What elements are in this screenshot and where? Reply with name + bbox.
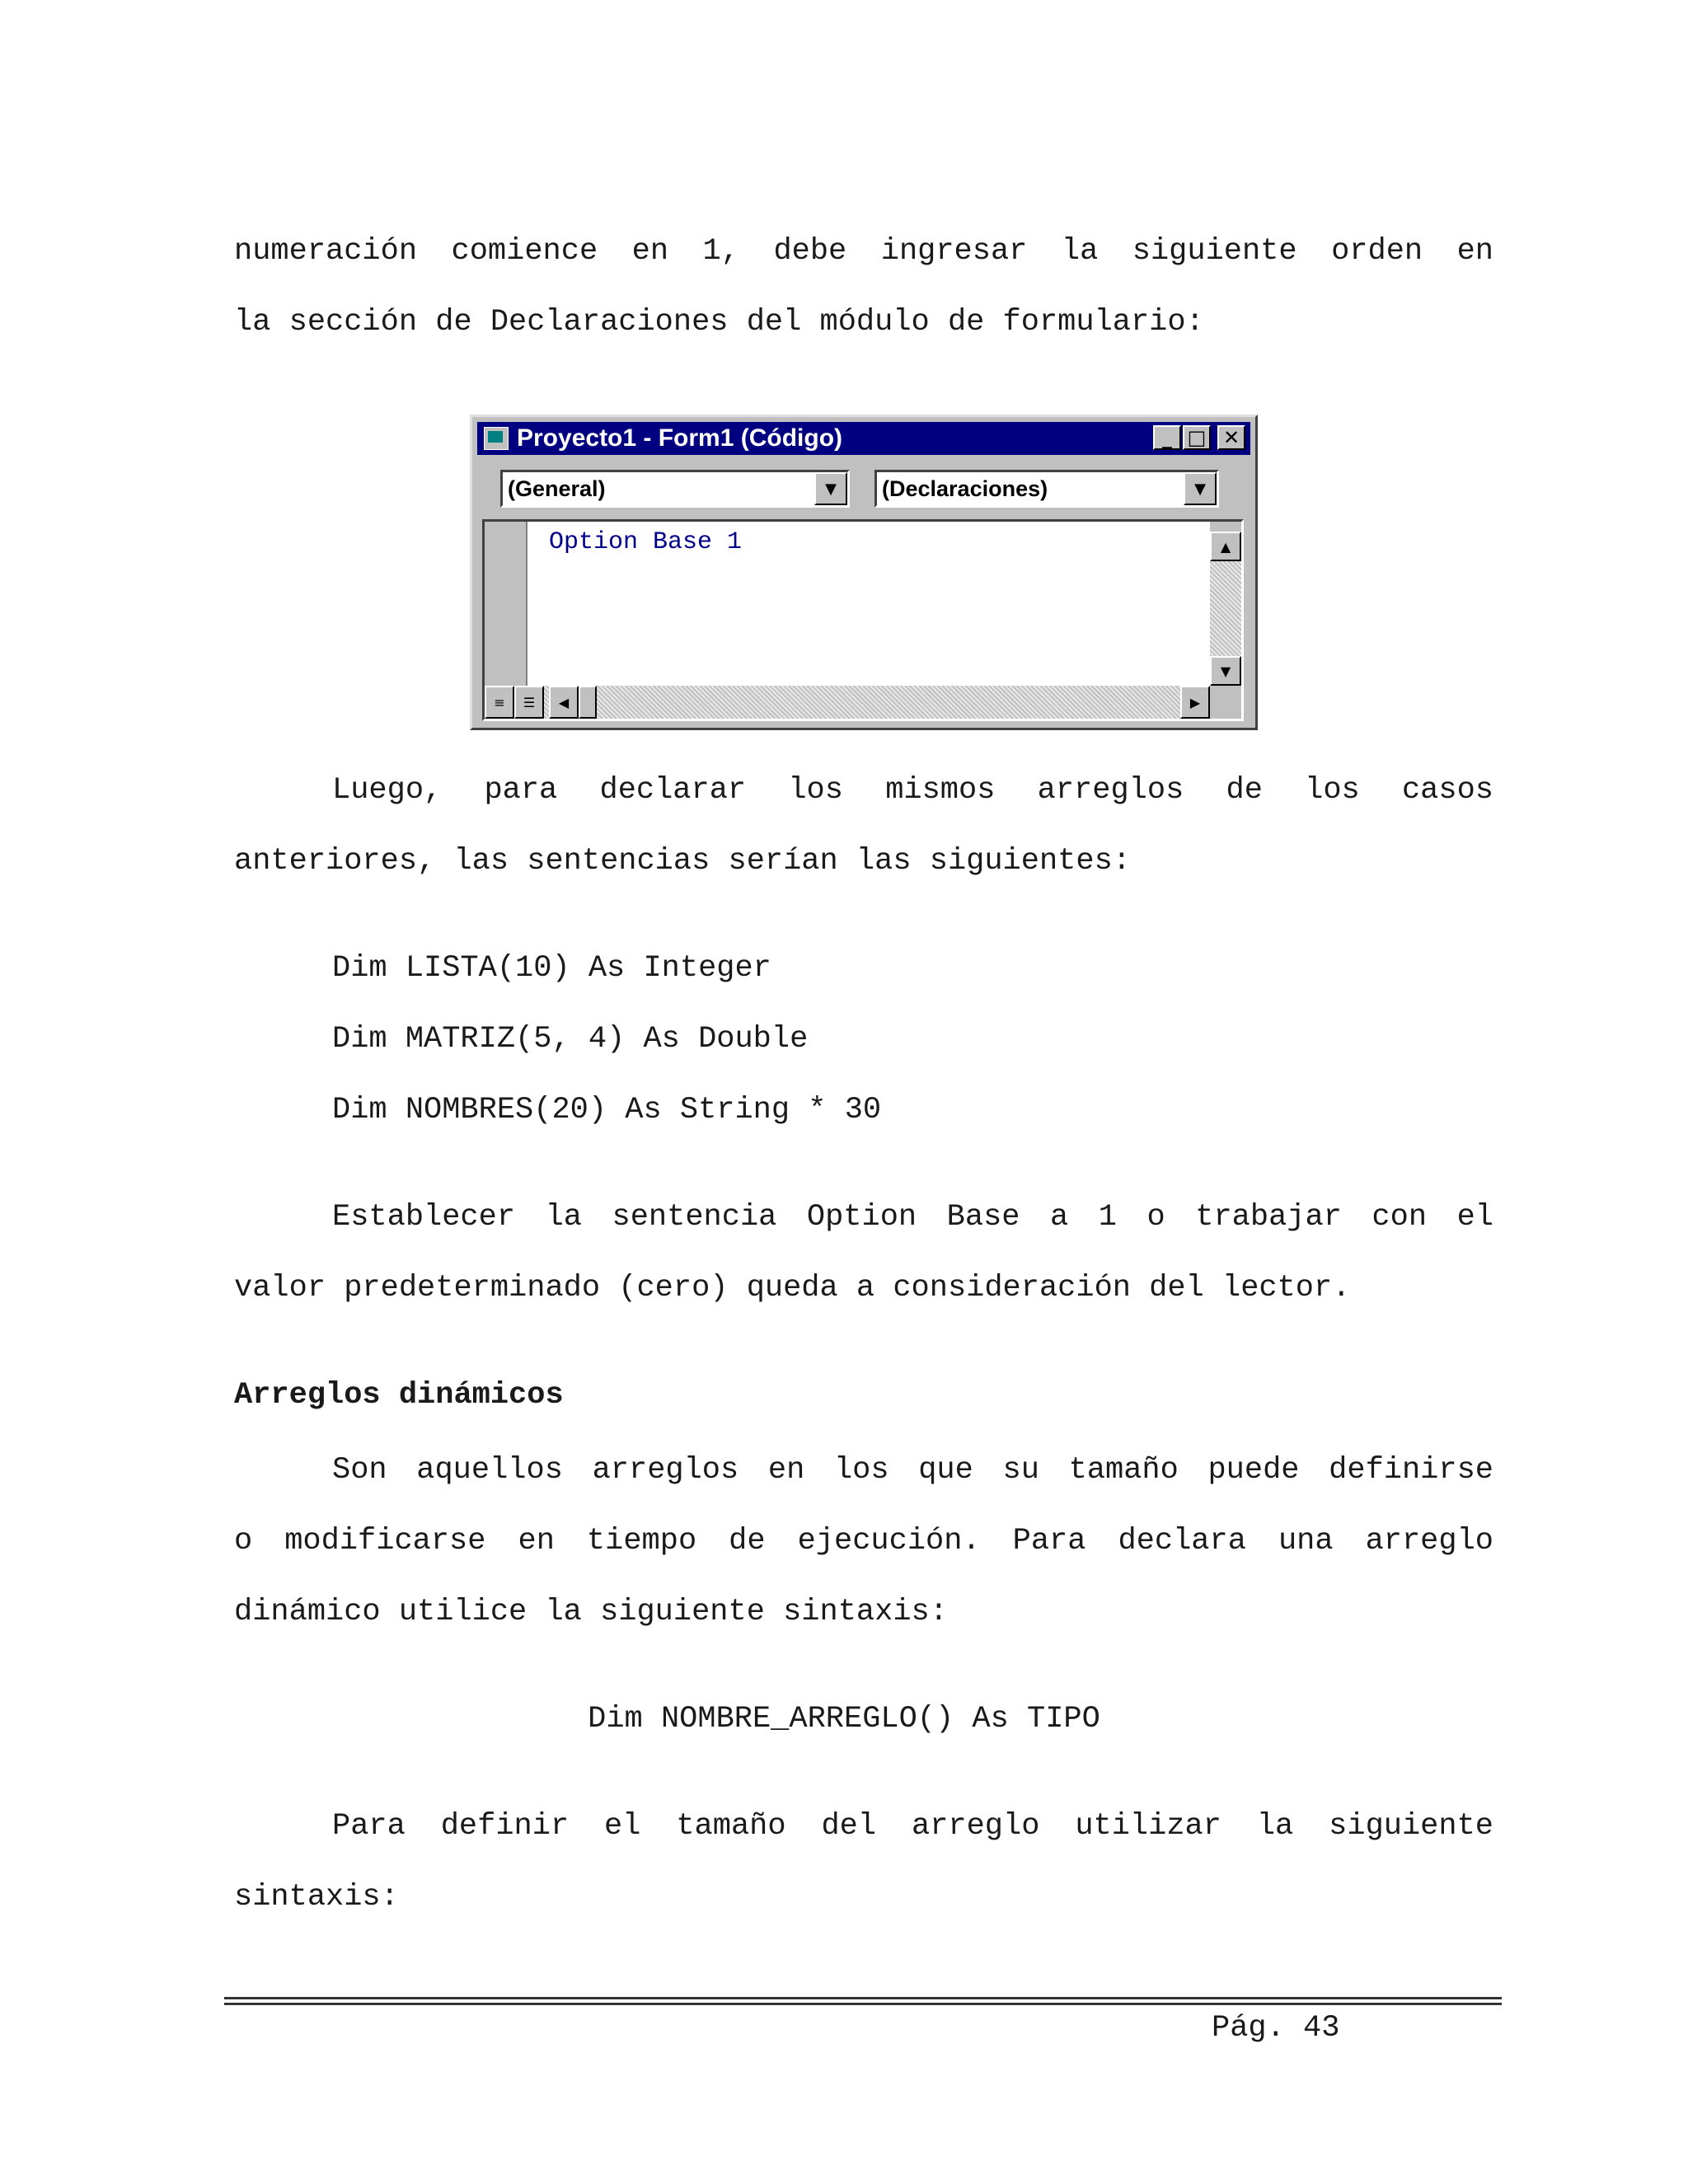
code-line: Dim MATRIZ(5, 4) As Double bbox=[332, 1022, 809, 1057]
code-line: Dim NOMBRES(20) As String * 30 bbox=[332, 1093, 882, 1127]
scroll-down-icon[interactable]: ▼ bbox=[1210, 656, 1241, 686]
scroll-left-icon[interactable]: ◀ bbox=[549, 686, 579, 719]
text-line-content: Luego, para declarar los mismos arreglos de los casos bbox=[332, 773, 1493, 808]
horizontal-scrollbar[interactable] bbox=[485, 686, 1241, 719]
text-line-content: Son aquellos arreglos en los que su tamaño puede definirse bbox=[332, 1453, 1493, 1488]
code-text[interactable]: Option Base 1 bbox=[549, 528, 743, 556]
paragraph-declare bbox=[234, 755, 1493, 897]
text-line: sintaxis: bbox=[234, 1880, 399, 1915]
window-title: Proyecto1 - Form1 (Código) bbox=[517, 424, 843, 452]
text-line bbox=[234, 1182, 1493, 1253]
text-line: valor predeterminado (cero) queda a consideración del lector. bbox=[234, 1271, 1351, 1305]
object-combo-value: (General) bbox=[508, 476, 606, 501]
text-line-content: Para definir el tamaño del arreglo utilizar la siguiente bbox=[332, 1809, 1493, 1844]
procedure-combo[interactable] bbox=[874, 470, 1219, 508]
margin-indicator-bar bbox=[485, 522, 528, 686]
text-line: la sección de Declaraciones del módulo de formulario: bbox=[234, 305, 1204, 340]
project-icon bbox=[484, 427, 509, 450]
text-line bbox=[234, 755, 1493, 826]
close-button[interactable]: ✕ bbox=[1217, 425, 1245, 450]
text-line-content: Establecer la sentencia Option Base a 1 o trabajar con el bbox=[332, 1200, 1493, 1235]
page-number: Pág. 43 bbox=[1212, 2011, 1340, 2046]
procedure-view-icon[interactable]: ≡ bbox=[485, 686, 514, 719]
paragraph-intro bbox=[234, 216, 1493, 358]
procedure-combo-value: (Declaraciones) bbox=[882, 476, 1048, 501]
scroll-right-icon[interactable]: ▶ bbox=[1180, 686, 1210, 719]
resize-grip-icon[interactable] bbox=[1210, 686, 1241, 719]
window-titlebar[interactable] bbox=[477, 422, 1250, 455]
scroll-up-icon[interactable]: ▲ bbox=[1210, 532, 1241, 561]
vertical-scrollbar[interactable] bbox=[1210, 522, 1241, 686]
object-combo[interactable] bbox=[500, 470, 850, 508]
paragraph-size bbox=[234, 1791, 1493, 1933]
code-editor[interactable] bbox=[482, 519, 1244, 721]
chevron-down-icon[interactable]: ▼ bbox=[1184, 472, 1217, 505]
code-line: Dim LISTA(10) As Integer bbox=[332, 951, 771, 986]
paragraph-option-base bbox=[234, 1182, 1493, 1324]
scroll-thumb[interactable] bbox=[579, 686, 597, 719]
text-line: o modificarse en tiempo de ejecución. Para declara una arreglo bbox=[234, 1524, 1493, 1558]
code-window bbox=[470, 415, 1258, 730]
text-line: dinámico utilice la siguiente sintaxis: bbox=[234, 1595, 948, 1629]
minimize-button[interactable]: _ bbox=[1153, 425, 1181, 450]
maximize-button[interactable]: □ bbox=[1183, 425, 1211, 450]
paragraph-dynamic bbox=[234, 1435, 1493, 1647]
text-line: numeración comience en 1, debe ingresar la siguiente orden en bbox=[234, 234, 1493, 269]
text-line bbox=[234, 1435, 1493, 1506]
scroll-track[interactable] bbox=[1210, 561, 1241, 656]
module-view-icon[interactable]: ☰ bbox=[514, 686, 544, 719]
section-heading: Arreglos dinámicos bbox=[234, 1378, 564, 1413]
text-line bbox=[234, 1791, 1493, 1862]
chevron-down-icon[interactable]: ▼ bbox=[814, 472, 847, 505]
syntax-line: Dim NOMBRE_ARREGLO() As TIPO bbox=[588, 1702, 1100, 1736]
text-line: anteriores, las sentencias serían las siguientes: bbox=[234, 844, 1131, 879]
